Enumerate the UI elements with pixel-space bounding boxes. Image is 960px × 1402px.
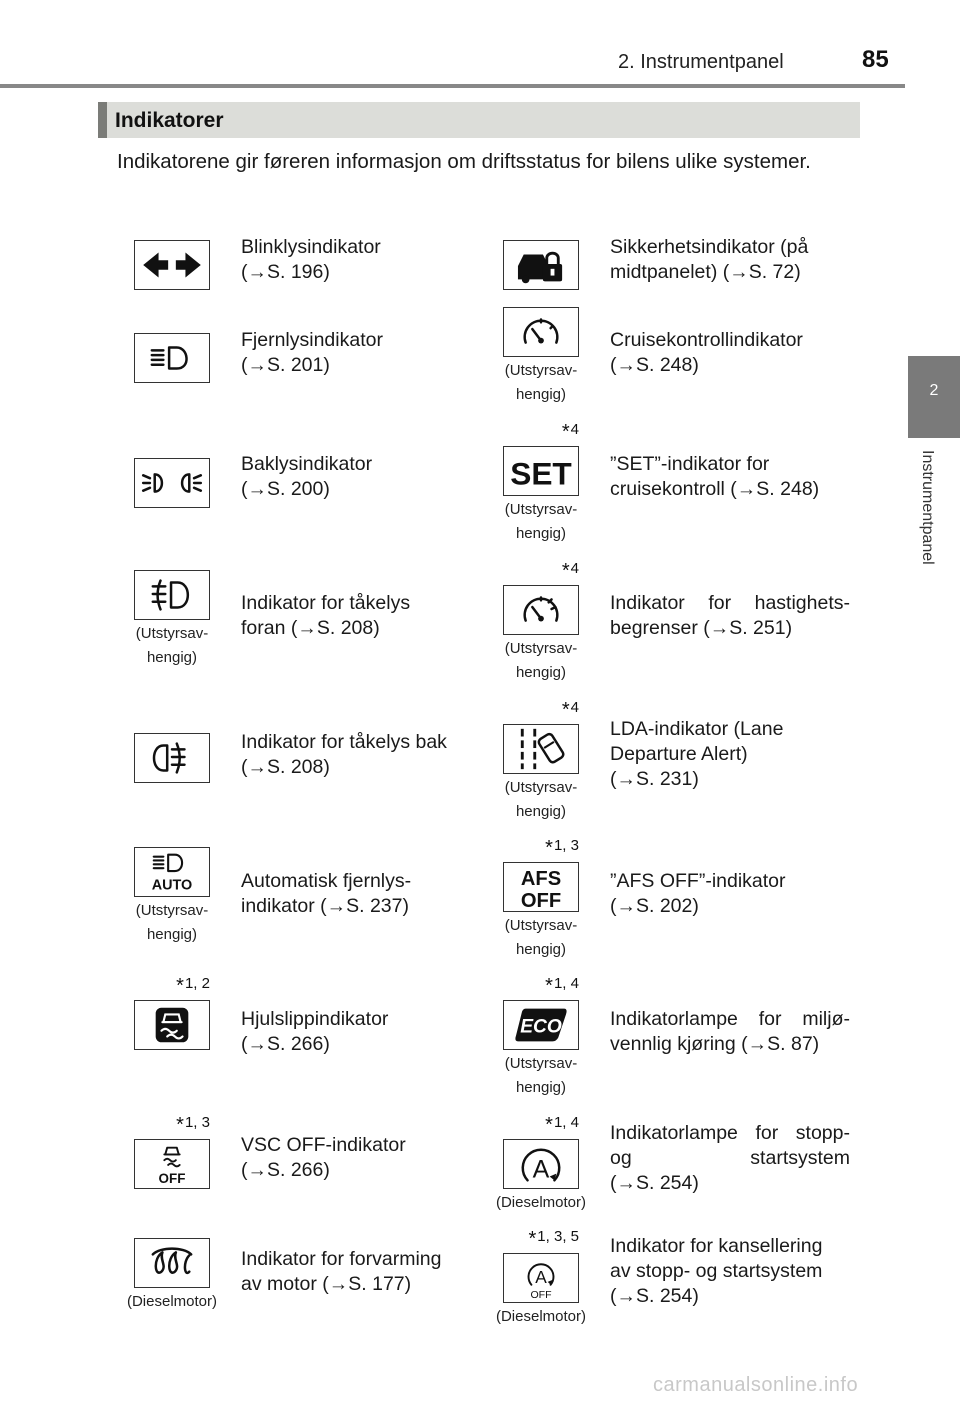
right-icon-note	[483, 1191, 599, 1215]
footnote-asterisk: *	[545, 975, 553, 997]
slip-indicator-icon	[134, 1000, 210, 1050]
left-indicator-description	[241, 1247, 477, 1297]
side-tab-number[interactable]: 2	[908, 356, 960, 438]
note-line: (Utstyrsav-	[504, 640, 578, 657]
right-icon-note	[483, 1305, 599, 1329]
right-footnote-ref	[562, 699, 579, 722]
left-footnote-ref	[176, 1114, 210, 1137]
footnote-asterisk: *	[176, 975, 184, 997]
footnote-asterisk: *	[545, 837, 553, 859]
footnote-number: 4	[570, 699, 579, 716]
note-line: (Dieselmotor)	[495, 1194, 586, 1211]
left-icon-note	[114, 899, 230, 947]
security-indicator-icon	[503, 240, 579, 290]
description-line: Automatisk fjernlys-	[241, 870, 412, 892]
description-line: Indikator for kansellering	[610, 1235, 823, 1257]
right-indicator-description	[610, 235, 850, 285]
section-header	[98, 102, 860, 138]
left-indicator-description	[241, 328, 477, 378]
set-label: SET	[510, 455, 572, 492]
stop-start-icon	[503, 1139, 579, 1189]
side-tab-label: Instrumentpanel	[919, 450, 936, 565]
note-line: hengig)	[515, 941, 567, 958]
note-line: (Utstyrsav-	[135, 625, 209, 642]
note-line: (Utstyrsav-	[135, 902, 209, 919]
right-icon-note	[483, 1052, 599, 1100]
high-beam-icon	[134, 333, 210, 383]
tail-light-icon	[134, 458, 210, 508]
header-rule	[0, 84, 905, 88]
vsc-off-label: OFF	[158, 1171, 186, 1187]
left-footnote-ref	[176, 975, 210, 998]
description-line: cruisekontroll (→S. 248)	[610, 478, 820, 500]
lane-departure-icon	[503, 724, 579, 774]
left-indicator-description	[241, 869, 477, 919]
note-line: (Dieselmotor)	[126, 1293, 217, 1310]
watermark: carmanualsonline.info	[653, 1374, 859, 1396]
afs-off-icon	[503, 862, 579, 912]
left-indicator-description	[241, 1133, 477, 1183]
description-line: (→S. 200)	[241, 478, 330, 500]
auto-high-beam-icon	[134, 847, 210, 897]
right-indicator-description	[610, 1234, 850, 1309]
speed-limiter-icon	[503, 585, 579, 635]
footnote-asterisk: *	[561, 560, 570, 582]
description-line: (→S. 231)	[610, 768, 699, 790]
footnote-asterisk: *	[561, 421, 570, 443]
footnote-number: 4	[570, 560, 579, 577]
footnote-number: 1, 4	[553, 975, 579, 992]
description-line: Baklysindikator	[241, 453, 373, 475]
section-title: Indikatorer	[115, 109, 224, 132]
description-line: (→S. 202)	[610, 895, 699, 917]
auto-label: AUTO	[151, 877, 193, 894]
right-footnote-ref	[529, 1228, 580, 1251]
stop-start-letter: A	[532, 1155, 550, 1184]
right-indicator-description	[610, 328, 850, 378]
note-line: hengig)	[146, 926, 198, 943]
description-line: Cruisekontrollindikator	[610, 329, 803, 351]
turn-signal-icon	[134, 240, 210, 290]
left-indicator-description	[241, 1007, 477, 1057]
note-line: (Utstyrsav-	[504, 362, 578, 379]
right-icon-note	[483, 637, 599, 685]
note-line: hengig)	[146, 649, 198, 666]
description-line: (→S. 248)	[610, 354, 699, 376]
description-line: Hjulslippindikator	[241, 1008, 389, 1030]
right-footnote-ref	[545, 837, 579, 860]
description-line: ”SET”-indikator for	[610, 453, 770, 475]
note-line: (Utstyrsav-	[504, 779, 578, 796]
glow-plug-icon	[134, 1238, 210, 1288]
description-line: LDA-indikator (Lane	[610, 718, 784, 740]
afs-off-label: OFF	[520, 890, 562, 911]
note-line: hengig)	[515, 664, 567, 681]
note-line: (Utstyrsav-	[504, 501, 578, 518]
vsc-off-icon	[134, 1139, 210, 1189]
rear-fog-light-icon	[134, 733, 210, 783]
note-line: (Utstyrsav-	[504, 917, 578, 934]
page-number: 85	[862, 46, 889, 73]
description-line: Indikator for tåkelys bak	[241, 731, 447, 753]
description-line: (→S. 266)	[241, 1033, 330, 1055]
description-line: vennlig kjøring (→S. 87)	[610, 1033, 820, 1055]
footnote-number: 1, 2	[184, 975, 210, 992]
left-icon-note	[114, 1290, 230, 1314]
description-line: Indikator for forvarming	[241, 1248, 442, 1270]
description-line: Indikatorlampe for miljø-	[610, 1008, 850, 1030]
description-line: ”AFS OFF”-indikator	[610, 870, 786, 892]
cruise-control-icon	[503, 307, 579, 357]
intro-paragraph: Indikatorene gir føreren informasjon om driftsstatus for bilens ulike systemer.	[117, 150, 811, 173]
right-indicator-description	[610, 1121, 850, 1196]
description-line: indikator (→S. 237)	[241, 895, 409, 917]
description-line: av motor (→S. 177)	[241, 1273, 412, 1295]
description-line: (→S. 196)	[241, 261, 330, 283]
left-indicator-description	[241, 730, 477, 780]
description-line: midtpanelet) (→S. 72)	[610, 261, 801, 283]
set-indicator-icon	[503, 446, 579, 496]
right-indicator-description	[610, 452, 850, 502]
footnote-number: 1, 4	[553, 1114, 579, 1131]
right-footnote-ref	[562, 421, 579, 444]
right-indicator-description	[610, 1007, 850, 1057]
description-line: Fjernlysindikator	[241, 329, 383, 351]
description-line: foran (→S. 208)	[241, 617, 380, 639]
description-line: begrenser (→S. 251)	[610, 617, 793, 639]
left-indicator-description	[241, 452, 477, 502]
afs-label: AFS	[520, 868, 562, 891]
note-line: hengig)	[515, 386, 567, 403]
footnote-asterisk: *	[545, 1114, 553, 1136]
left-icon-note	[114, 622, 230, 670]
right-icon-note	[483, 498, 599, 546]
chapter-title: 2. Instrumentpanel	[618, 51, 784, 73]
left-indicator-description	[241, 591, 477, 641]
right-indicator-description	[610, 591, 850, 641]
right-icon-note	[483, 359, 599, 407]
description-line: og startsystem	[610, 1147, 850, 1169]
description-line: (→S. 201)	[241, 354, 330, 376]
right-footnote-ref	[545, 1114, 579, 1137]
right-indicator-description	[610, 869, 850, 919]
eco-label: ECO	[520, 1016, 562, 1038]
description-line: Indikatorlampe for stopp-	[610, 1122, 850, 1144]
description-line: Sikkerhetsindikator (på	[610, 236, 809, 258]
footnote-number: 4	[570, 421, 579, 438]
description-line: Indikator for tåkelys	[241, 592, 411, 614]
eco-indicator-icon	[503, 1000, 579, 1050]
description-line: VSC OFF-indikator	[241, 1134, 406, 1156]
description-line: Blinklysindikator	[241, 236, 381, 258]
description-line: (→S. 254)	[610, 1172, 699, 1194]
footnote-asterisk: *	[528, 1228, 537, 1250]
description-line: (→S. 266)	[241, 1159, 330, 1181]
description-line: Departure Alert)	[610, 743, 748, 765]
description-line: (→S. 254)	[610, 1285, 699, 1307]
note-line: (Dieselmotor)	[495, 1308, 586, 1325]
footnote-asterisk: *	[176, 1114, 184, 1136]
right-footnote-ref	[562, 560, 579, 583]
right-icon-note	[483, 776, 599, 824]
stop-start-cancel-letter: A	[535, 1266, 547, 1287]
right-footnote-ref	[545, 975, 579, 998]
right-icon-note	[483, 914, 599, 962]
note-line: hengig)	[515, 803, 567, 820]
note-line: (Utstyrsav-	[504, 1055, 578, 1072]
note-line: hengig)	[515, 525, 567, 542]
footnote-number: 1, 3	[553, 837, 579, 854]
footnote-number: 1, 3, 5	[537, 1228, 579, 1245]
left-indicator-description	[241, 235, 477, 285]
front-fog-light-icon	[134, 570, 210, 620]
description-line: Indikator for hastighets-	[610, 592, 850, 614]
footnote-asterisk: *	[561, 699, 570, 721]
footnote-number: 1, 3	[184, 1114, 210, 1131]
note-line: hengig)	[515, 1079, 567, 1096]
stop-start-cancel-off: OFF	[530, 1289, 552, 1302]
description-line: (→S. 208)	[241, 756, 330, 778]
description-line: av stopp- og startsystem	[610, 1260, 823, 1282]
stop-start-cancel-icon	[503, 1253, 579, 1303]
right-indicator-description	[610, 717, 850, 792]
